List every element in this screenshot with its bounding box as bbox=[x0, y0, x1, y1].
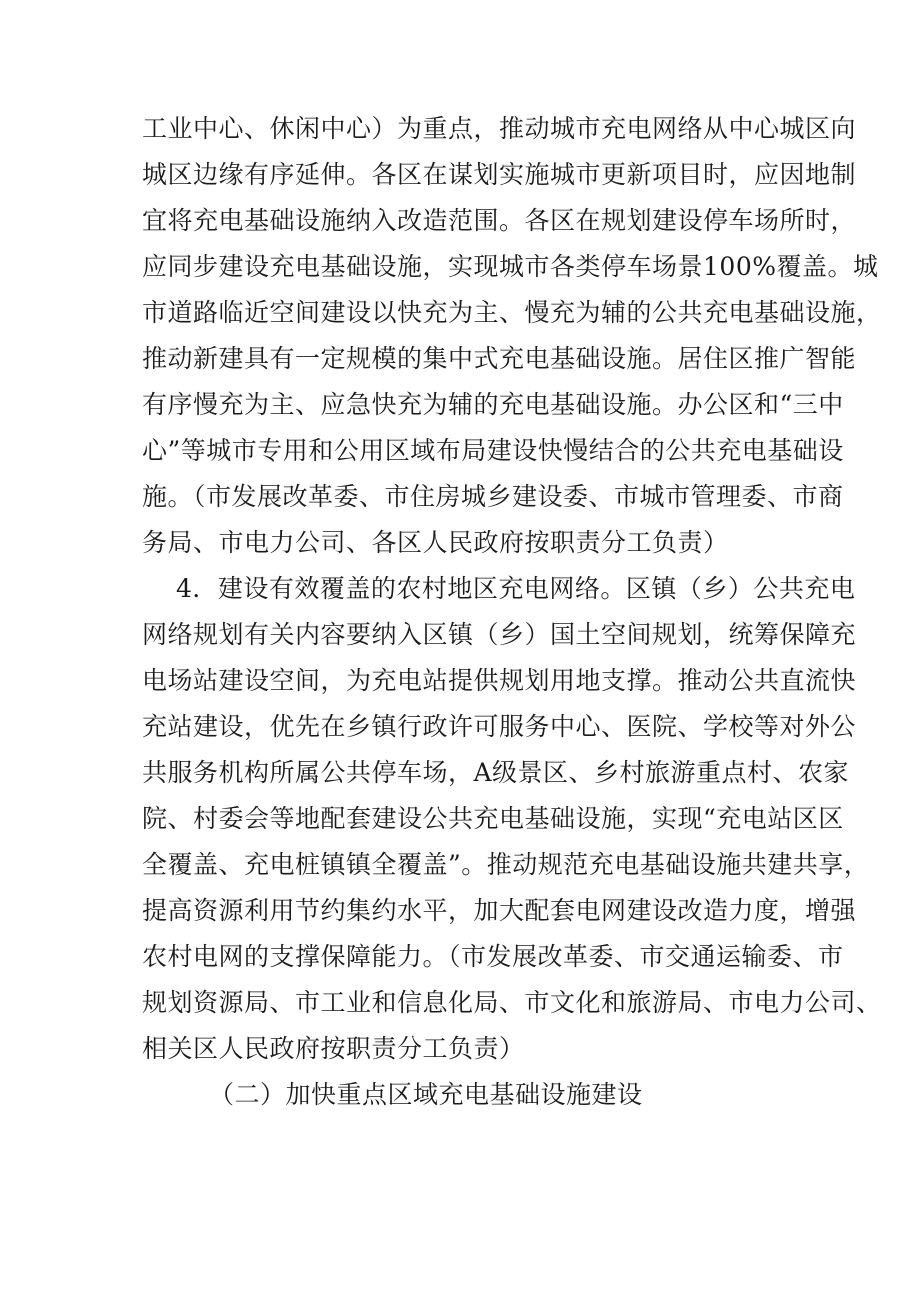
paragraph-line: 务局、市电力公司、各区人民政府按职责分工负责） bbox=[142, 528, 729, 557]
paragraph-line: 院、村委会等地配套建设公共充电基础设施，实现“充电站区区 bbox=[142, 804, 844, 833]
paragraph-line: 共服务机构所属公共停车场，A级景区、乡村旅游重点村、农家 bbox=[142, 758, 850, 787]
paragraph-line: 充站建设，优先在乡镇行政许可服务中心、医院、学校等对外公 bbox=[142, 712, 857, 741]
paragraph-line: 有序慢充为主、应急快充为辅的充电基础设施。办公区和“三中 bbox=[142, 390, 844, 419]
paragraph-line: 相关区人民政府按职责分工负责） bbox=[142, 1034, 525, 1063]
paragraph-line: 规划资源局、市工业和信息化局、市文化和旅游局、市电力公司、 bbox=[142, 988, 882, 1017]
paragraph-line: 电场站建设空间，为充电站提供规划用地支撑。推动公共直流快 bbox=[142, 666, 857, 695]
paragraph-line: 4．建设有效覆盖的农村地区充电网络。区镇（乡）公共充电 bbox=[176, 574, 856, 603]
section-subheading: （二）加快重点区域充电基础设施建设 bbox=[209, 1080, 643, 1109]
paragraph-line: 宜将充电基础设施纳入改造范围。各区在规划建设停车场所时， bbox=[142, 206, 857, 235]
paragraph-line: 应同步建设充电基础设施，实现城市各类停车场景100%覆盖。城 bbox=[142, 252, 879, 281]
paragraph-line: 全覆盖、充电桩镇镇全覆盖”。推动规范充电基础设施共建共享， bbox=[142, 850, 870, 879]
paragraph-line: 心”等城市专用和公用区域布局建设快慢结合的公共充电基础设 bbox=[142, 436, 844, 465]
paragraph-line: 推动新建具有一定规模的集中式充电基础设施。居住区推广智能 bbox=[142, 344, 857, 373]
paragraph-line: 市道路临近空间建设以快充为主、慢充为辅的公共充电基础设施， bbox=[142, 298, 882, 327]
paragraph-line: 施。（市发展改革委、市住房城乡建设委、市城市管理委、市商 bbox=[142, 482, 844, 511]
paragraph-line: 农村电网的支撑保障能力。（市发展改革委、市交通运输委、市 bbox=[142, 942, 844, 971]
paragraph-line: 网络规划有关内容要纳入区镇（乡）国土空间规划，统筹保障充 bbox=[142, 620, 857, 649]
paragraph-line: 工业中心、休闲中心）为重点，推动城市充电网络从中心城区向 bbox=[142, 114, 857, 143]
paragraph-line: 城区边缘有序延伸。各区在谋划实施城市更新项目时，应因地制 bbox=[142, 160, 857, 189]
paragraph-line: 提高资源利用节约集约水平，加大配套电网建设改造力度，增强 bbox=[142, 896, 857, 925]
